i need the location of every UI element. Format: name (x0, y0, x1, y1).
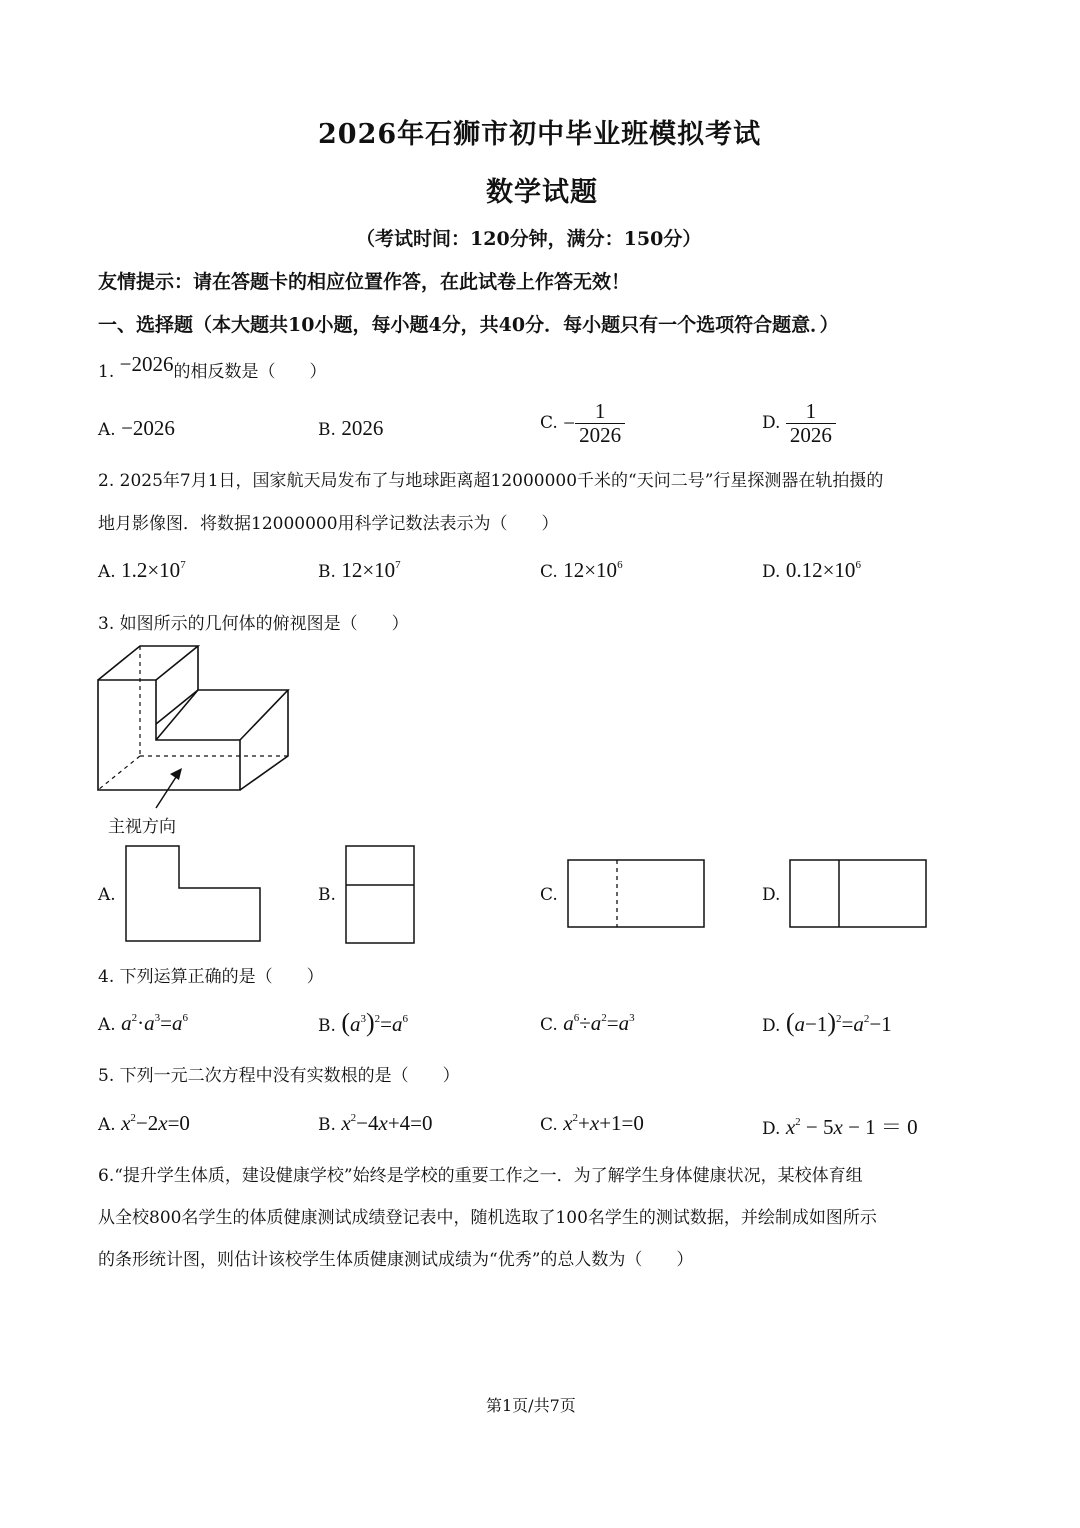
q4-d-expr: $(a-1)^2=a^2-1$ (785, 1008, 892, 1037)
option-label: B. (318, 1115, 336, 1135)
q3-option-d-label[interactable]: D. (762, 885, 781, 905)
q4-option-c[interactable] (540, 1011, 635, 1036)
q2-option-b[interactable] (318, 558, 401, 583)
denominator: 2026 (579, 423, 622, 448)
q2-d-value: $0.12\times 10^6$ (785, 558, 861, 582)
q2-b-value: $12\times 10^7$ (341, 558, 401, 582)
q1-number: 1. (98, 362, 115, 382)
page-number: 第1页/共7页 (486, 1396, 576, 1415)
q2-c-value: $12\times 10^6$ (563, 558, 623, 582)
option-label: D. (762, 1119, 781, 1139)
q1-c-sign: − (563, 411, 576, 436)
q6-line3: 的条形统计图，则估计该校学生体质健康测试成绩为“优秀”的总人数为（ ） (98, 1250, 694, 1270)
option-label: A. (98, 1015, 116, 1035)
q1-stem-text: 的相反数是（ ） (173, 362, 327, 382)
option-label: D. (762, 562, 781, 582)
q3-caption: 主视方向 (108, 817, 176, 837)
q3-stem: 3. 如图所示的几何体的俯视图是（ ） (98, 614, 409, 634)
option-label: D. (762, 1016, 781, 1036)
option-label: D. (762, 413, 781, 434)
q3-solid-figure (90, 640, 300, 815)
exam-subtitle: 数学试题 (486, 177, 598, 208)
q4-b-expr: $(a^3)^2=a^6$ (341, 1008, 408, 1037)
option-label: A. (98, 420, 116, 440)
q5-c-expr: $x^2+x+1=0$ (563, 1111, 644, 1135)
option-label: C. (540, 562, 558, 582)
option-label: B. (318, 1016, 336, 1036)
option-label: A. (98, 562, 116, 582)
exam-title: 2026年石狮市初中毕业班模拟考试 (318, 119, 762, 150)
q1-b-value: 2026 (341, 416, 384, 440)
exam-info: （考试时间：120分钟，满分：150分） (356, 228, 702, 250)
q6-line2: 从全校800名学生的体质健康测试成绩登记表中，随机选取了100名学生的测试数据，并绘制成如图所示 (98, 1208, 877, 1228)
q1-c-fraction (575, 400, 625, 447)
q5-b-expr: $x^2-4x+4=0$ (341, 1111, 433, 1135)
q3-option-c-shape[interactable] (566, 858, 708, 930)
q3-option-b-shape[interactable] (344, 844, 418, 946)
q2-a-value: $1.2\times 10^7$ (121, 558, 186, 582)
q4-a-expr: $a^2\cdot a^3=a^6$ (121, 1011, 188, 1035)
q2-line1: 2. 2025年7月1日，国家航天局发布了与地球距离超12000000千米的“天问二号”行星探测器在轨拍摄的 (98, 471, 884, 491)
q1-value: −2026 (119, 352, 174, 376)
denominator: 2026 (789, 423, 832, 448)
option-label: C. (540, 413, 558, 434)
section-heading: 一、选择题（本大题共10小题，每小题4分，共40分．每小题只有一个选项符合题意．） (98, 314, 839, 336)
notice: 友情提示：请在答题卡的相应位置作答，在此试卷上作答无效！ (98, 271, 631, 293)
q4-option-b[interactable] (318, 1008, 408, 1038)
option-label: B. (318, 420, 336, 440)
option-label: B. (318, 562, 336, 582)
q2-option-d[interactable] (762, 558, 861, 583)
q1-option-a[interactable] (98, 416, 175, 441)
q1-option-b[interactable] (318, 416, 383, 441)
q6-line1: 6.“提升学生体质，建设健康学校”始终是学校的重要工作之一．为了解学生身体健康状况，某校体育组 (98, 1166, 863, 1186)
q5-option-a[interactable] (98, 1111, 190, 1136)
q2-option-a[interactable] (98, 558, 186, 583)
numerator: 1 (575, 400, 625, 424)
q3-option-a-label[interactable]: A. (98, 885, 116, 905)
q4-c-expr: $a^6\div a^2=a^3$ (563, 1011, 635, 1035)
option-label: C. (540, 1115, 558, 1135)
q1-a-value: −2026 (121, 416, 175, 440)
q5-stem: 5. 下列一元二次方程中没有实数根的是（ ） (98, 1066, 460, 1086)
q3-option-b-label[interactable]: B. (318, 885, 336, 905)
option-label: A. (98, 1115, 116, 1135)
q1-option-c[interactable] (540, 400, 625, 447)
q4-option-a[interactable] (98, 1011, 188, 1036)
numerator: 1 (786, 400, 836, 424)
q2-line2: 地月影像图．将数据12000000用科学记数法表示为（ ） (98, 514, 559, 534)
q4-stem: 4. 下列运算正确的是（ ） (98, 967, 324, 987)
q3-option-a-shape[interactable] (124, 844, 264, 944)
option-label: C. (540, 1015, 558, 1035)
q5-d-expr: $x^2 - 5x - 1 = 0$ (785, 1115, 918, 1139)
q3-option-d-shape[interactable] (788, 858, 930, 930)
q1-stem (98, 352, 327, 383)
q1-d-fraction (786, 400, 836, 447)
q5-a-expr: $x^2-2x=0$ (121, 1111, 190, 1135)
q4-option-d[interactable] (762, 1008, 892, 1038)
q1-option-d[interactable] (762, 400, 836, 447)
q2-option-c[interactable] (540, 558, 623, 583)
q5-option-c[interactable] (540, 1111, 644, 1136)
q3-option-c-label[interactable]: C. (540, 885, 558, 905)
q5-option-b[interactable] (318, 1111, 433, 1136)
q5-option-d[interactable] (762, 1111, 918, 1141)
